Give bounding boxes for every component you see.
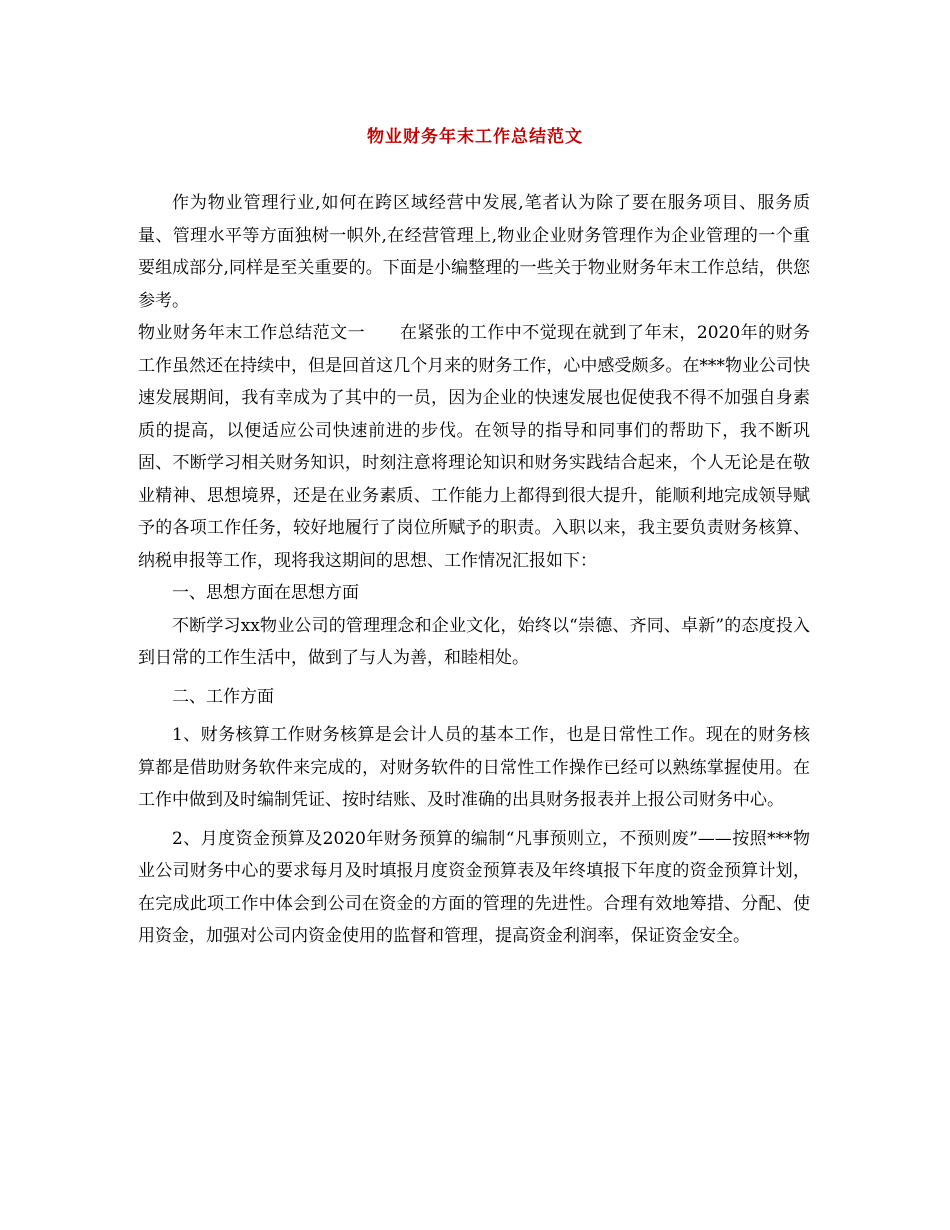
document-body	[138, 187, 810, 953]
paragraph-accounting: 1、财务核算工作财务核算是会计人员的基本工作，也是日常性工作。现在的财务核算都是借助财务软件来完成的，对财务软件的日常性工作操作已经可以熟练掌握使用。在工作中做到及时编制凭证、按时结账、及时准确的出具财务报表并上报公司财务中心。	[138, 725, 810, 810]
paragraph-thought: 不断学习xx物业公司的管理理念和企业文化，始终以“崇德、齐同、卓新”的态度投入到日常的工作生活中，做到了与人为善，和睦相处。	[138, 615, 810, 668]
heading-thought: 一、思想方面在思想方面	[172, 583, 359, 603]
paragraph-intro: 作为物业管理行业,如何在跨区域经营中发展,笔者认为除了要在服务项目、服务质量、管理水平等方面独树一帜外,在经营管理上,物业企业财务管理作为企业管理的一个重要组成部分,同样是至关重要的。下面是小编整理的一些关于物业财务年末工作总结，供您参考。	[138, 193, 810, 311]
paragraph-sample-one: 物业财务年末工作总结范文一 在紧张的工作中不觉现在就到了年末，2020年的财务工作虽然还在持续中，但是回首这几个月来的财务工作，心中感受颇多。在***物业公司快速发展期间，我有幸成为了其中的一员，因为企业的快速发展也促使我不得不加强自身素质的提高，以便适应公司快速前进的步伐。在领导的指导和同事们的帮助下，我不断巩固、不断学习相关财务知识，时刻注意将理论知识和财务实践结合起来，个人无论是在敬业精神、思想境界，还是在业务素质、工作能力上都得到很大提升，能顺利地完成领导赋予的各项工作任务，较好地履行了岗位所赋予的职责。入职以来，我主要负责财务核算、纳税申报等工作，现将我这期间的思想、工作情况汇报如下：	[138, 323, 810, 571]
paragraph-budget: 2、月度资金预算及2020年财务预算的编制“凡事预则立，不预则废”——按照***物业公司财务中心的要求每月及时填报月度资金预算表及年终填报下年度的资金预算计划，在完成此项工作中体会到公司在资金的方面的管理的先进性。合理有效地筹措、分配、使用资金，加强对公司内资金使用的监督和管理，提高资金利润率，保证资金安全。	[138, 828, 810, 946]
heading-work: 二、工作方面	[172, 686, 274, 707]
document-title: 物业财务年末工作总结范文	[367, 127, 583, 147]
